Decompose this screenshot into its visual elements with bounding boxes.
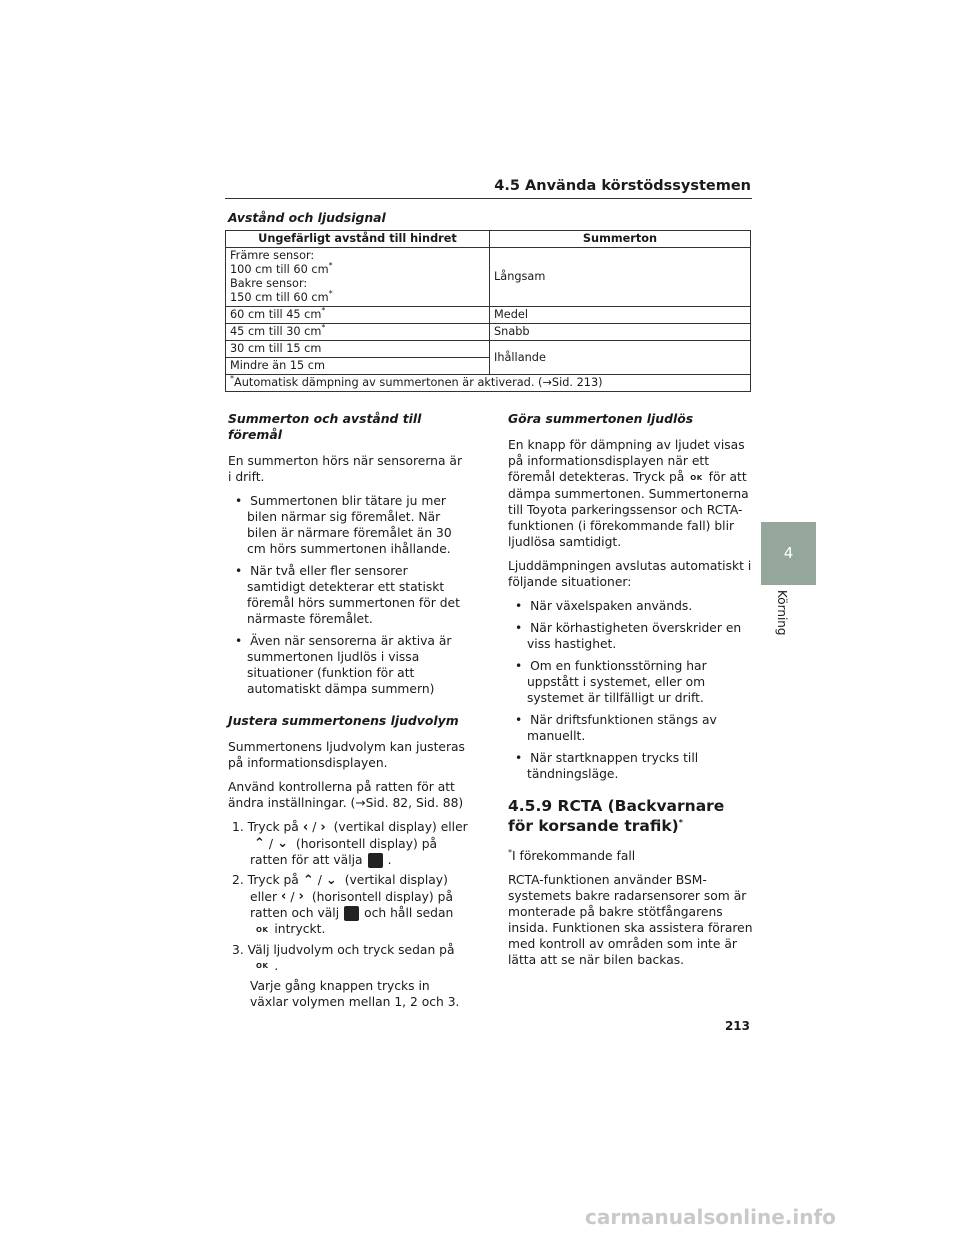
bullet-item: • När två eller fler sensorer samtidigt detekterar ett statiskt föremål hörs summertonen för det närmaste föremålet. — [235, 564, 460, 626]
table-footnote-row — [226, 375, 751, 392]
bullet-item: • När startknappen trycks till tändningsläge. — [515, 750, 699, 781]
table-row — [226, 341, 751, 358]
chevron-left-icon: ‹ — [302, 819, 309, 835]
chevron-down-icon: ⌄ — [325, 872, 337, 888]
running-header: 4.5 Använda körstödssystemen — [494, 178, 751, 194]
sensor-label-front: Främre sensor: — [230, 249, 315, 262]
right-column — [508, 411, 754, 976]
paragraph: En knapp för dämpning av ljudet visas på informationsdisplayen när ett föremål detekteras. Tryck på OK för att dämpa summertonen. Summertonerna till Toyota parkeringssensor och RCTA-funktionen (i förekommande fall) blir ljudlösa samtidigt. — [508, 438, 749, 549]
left-column — [228, 411, 468, 1014]
ok-icon: OK — [256, 925, 269, 934]
sensor-label-rear: Bakre sensor: — [230, 277, 308, 290]
table-cell-tone: Medel — [490, 307, 751, 324]
table-header-tone: Summerton — [490, 231, 751, 248]
availability-note: *I förekommande fall — [508, 847, 636, 863]
bullet-item: • Summertonen blir tätare ju mer bilen närmar sig föremålet. När bilen är närmare föremålet än 30 cm hörs summertonen ihållande. — [235, 494, 452, 556]
table-cell-distance — [226, 248, 490, 307]
subheading: Summerton och avstånd till föremål — [228, 411, 422, 442]
settings-icon — [368, 853, 383, 868]
paragraph: Ljuddämpningen avslutas automatiskt i följande situationer: — [508, 558, 752, 589]
table-footnote: *Automatisk dämpning av summertonen är aktiverad. (→Sid. 213) — [226, 375, 751, 392]
step-item: 1. Tryck på ‹ / › (vertikal display) eller⌃ / ⌄ (horisontell display) på ratten för att välja . — [232, 819, 468, 867]
chevron-right-icon: › — [298, 889, 304, 904]
ok-icon: OK — [690, 473, 703, 482]
table-header-distance: Ungefärligt avstånd till hindret — [226, 231, 490, 248]
header-rule — [225, 198, 752, 199]
table-cell-distance: 60 cm till 45 cm* — [226, 307, 490, 324]
chapter-tab: 4 — [761, 522, 816, 585]
table-cell-tone: Långsam — [490, 248, 751, 307]
table-header-row — [226, 231, 751, 248]
subheading: Göra summertonen ljudlös — [508, 411, 694, 426]
section-heading: 4.5.9 RCTA (Backvarnare för korsande trafik)* — [508, 796, 725, 835]
paragraph: Använd kontrollerna på ratten för att ändra inställningar. (→Sid. 82, Sid. 88) — [228, 780, 464, 810]
chevron-up-icon: ⌃ — [302, 872, 314, 888]
parking-sensor-icon — [344, 906, 359, 921]
paragraph: RCTA-funktionen använder BSM-systemets bakre radarsensorer som är monterade på bakre stötfångarens insida. Funktionen ska assistera föraren med kontroll av områden som inte är lätta att se när bilen backas. — [508, 872, 753, 967]
table-title: Avstånd och ljudsignal — [228, 210, 386, 225]
table-cell-distance: Mindre än 15 cm — [226, 358, 490, 375]
chevron-right-icon: › — [320, 819, 326, 835]
step-item: 3. Välj ljudvolym och tryck sedan påOK . — [232, 942, 455, 973]
bullet-item: • Även när sensorerna är aktiva är summertonen ljudlös i vissa situationer (funktion för att automatiskt dämpa summern) — [235, 634, 452, 696]
table-row — [226, 324, 751, 341]
distance-text: 150 cm till 60 cm* — [230, 289, 333, 304]
table-cell-distance: 30 cm till 15 cm — [226, 341, 490, 358]
table-cell-tone: Snabb — [490, 324, 751, 341]
chevron-down-icon: ⌄ — [277, 836, 288, 851]
bullet-item: • När körhastigheten överskrider en viss hastighet. — [515, 620, 742, 651]
page-number: 213 — [724, 1019, 750, 1033]
bullet-item: • När växelspaken används. — [515, 598, 693, 613]
step-item: 2. Tryck på ⌃ / ⌄ (vertikal display) eller ‹ / › (horisontell display) på ratten och välj och håll sedanOK intryckt. — [232, 872, 454, 936]
distance-table — [225, 230, 751, 392]
paragraph: Summertonens ljudvolym kan justeras på informationsdisplayen. — [228, 740, 465, 770]
ok-icon: OK — [256, 962, 269, 970]
paragraph: En summerton hörs när sensorerna är i drift. — [228, 454, 462, 484]
watermark: carmanualsonline.info — [585, 1205, 836, 1229]
chevron-up-icon: ⌃ — [254, 836, 265, 851]
table-cell-distance: 45 cm till 30 cm* — [226, 324, 490, 341]
step-result: Varje gång knappen trycks in växlar volymen mellan 1, 2 och 3. — [250, 979, 460, 1009]
table-cell-tone: Ihållande — [490, 341, 751, 375]
table-row — [226, 248, 751, 307]
bullet-item: • När driftsfunktionen stängs av manuellt. — [515, 712, 717, 743]
table-row — [226, 307, 751, 324]
distance-text: 100 cm till 60 cm* — [230, 261, 333, 276]
bullet-item: • Om en funktionsstörning har uppstått i systemet, eller om systemet är tillfälligt ur drift. — [515, 658, 707, 705]
subheading: Justera summertonens ljudvolym — [228, 713, 459, 728]
chevron-left-icon: ‹ — [281, 889, 287, 904]
steps — [228, 819, 468, 1010]
